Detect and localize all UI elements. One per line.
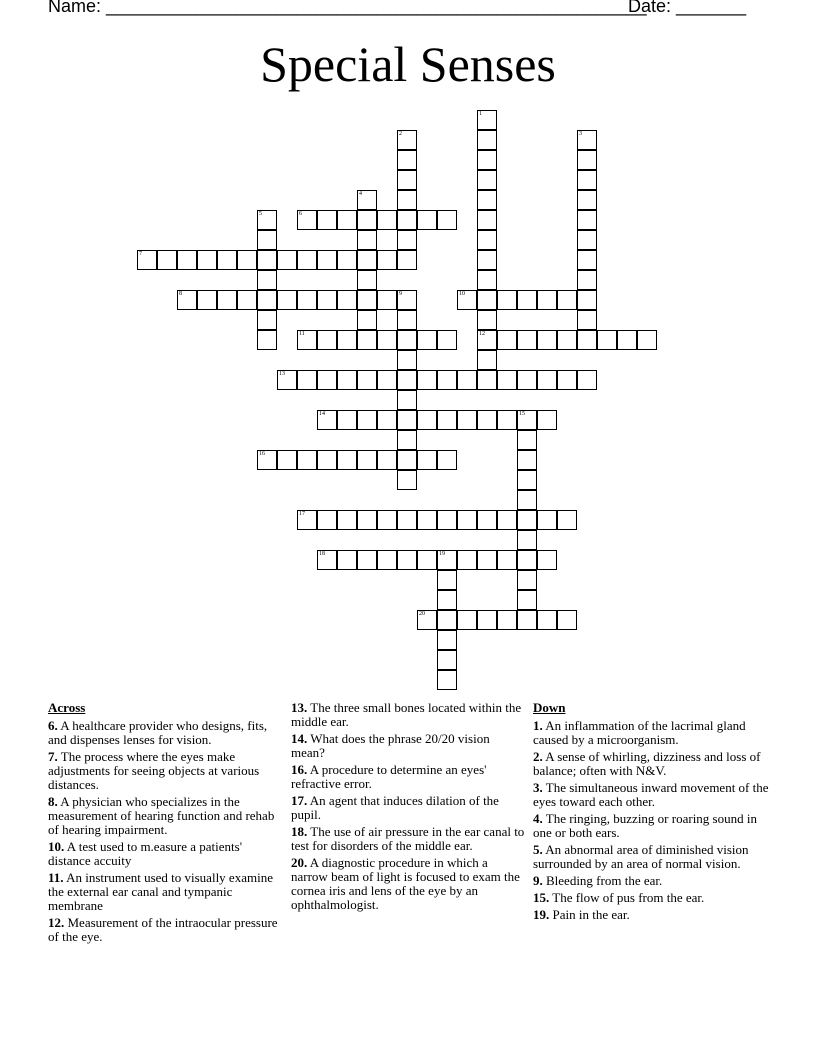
grid-cell[interactable] [317,210,337,230]
clue-text: The flow of pus from the ear. [549,890,705,905]
grid-cell[interactable] [517,430,537,450]
clue-number-label: 8. [48,794,58,809]
clue-number: 14 [319,411,325,417]
across-clue-list [48,719,282,944]
grid-cell[interactable] [477,350,497,370]
grid-cell[interactable] [437,570,457,590]
clue-number: 15 [519,411,525,417]
grid-cell[interactable] [217,250,237,270]
grid-cell[interactable] [577,330,597,350]
clue-text: An instrument used to visually examine the external ear canal and tympanic membrane [48,870,273,913]
name-field[interactable]: Name: ______________________________________________________ [48,0,647,16]
grid-cell[interactable] [397,510,417,530]
grid-cell[interactable] [437,650,457,670]
down-clue-list [533,719,773,922]
grid-cell[interactable] [157,250,177,270]
clue-number-label: 10. [48,839,65,854]
grid-cell[interactable] [437,670,457,690]
clue-number: 2 [399,131,402,137]
grid-cell[interactable] [557,290,577,310]
clue-number: 20 [419,611,425,617]
grid-cell[interactable] [417,450,437,470]
clue-item [291,732,525,760]
grid-cell[interactable] [337,550,357,570]
grid-cell[interactable] [377,290,397,310]
grid-cell[interactable] [317,250,337,270]
grid-cell[interactable] [477,230,497,250]
grid-cell[interactable] [277,370,297,390]
clue-text: The three small bones located within the middle ear. [291,700,522,729]
grid-cell[interactable] [577,310,597,330]
grid-cell[interactable] [397,350,417,370]
grid-cell[interactable] [497,510,517,530]
grid-cell[interactable] [397,390,417,410]
clue-number-label: 16. [291,762,308,777]
grid-cell[interactable] [337,370,357,390]
grid-cell[interactable] [577,270,597,290]
clue-text: What does the phrase 20/20 vision mean? [291,731,490,760]
clue-item [291,763,525,791]
grid-cell[interactable] [517,450,537,470]
grid-cell[interactable] [477,150,497,170]
grid-cell[interactable] [637,330,657,350]
grid-cell[interactable] [417,550,437,570]
grid-cell[interactable] [257,290,277,310]
grid-cell[interactable] [417,610,437,630]
grid-cell[interactable] [257,450,277,470]
clue-number: 12 [479,331,485,337]
clue-item [291,856,525,912]
clue-text: The simultaneous inward movement of the eyes toward each other. [533,780,769,809]
grid-cell[interactable] [397,450,417,470]
grid-cell[interactable] [137,250,157,270]
grid-cell[interactable] [517,470,537,490]
grid-cell[interactable] [597,330,617,350]
grid-cell[interactable] [297,330,317,350]
grid-cell[interactable] [297,250,317,270]
clue-number-label: 4. [533,811,543,826]
grid-cell[interactable] [317,450,337,470]
grid-cell[interactable] [537,330,557,350]
grid-cell[interactable] [377,250,397,270]
clue-item [48,719,282,747]
clue-number: 19 [439,551,445,557]
grid-cell[interactable] [557,330,577,350]
clue-item [533,750,773,778]
grid-cell[interactable] [497,610,517,630]
grid-cell[interactable] [577,150,597,170]
grid-cell[interactable] [297,370,317,390]
grid-cell[interactable] [437,330,457,350]
grid-cell[interactable] [397,290,417,310]
clue-number-label: 1. [533,718,543,733]
grid-cell[interactable] [417,370,437,390]
clue-text: The ringing, buzzing or roaring sound in one or both ears. [533,811,757,840]
grid-cell[interactable] [177,250,197,270]
grid-cell[interactable] [457,610,477,630]
grid-cell[interactable] [477,310,497,330]
grid-cell[interactable] [537,370,557,390]
grid-cell[interactable] [257,230,277,250]
clue-item [533,843,773,871]
grid-cell[interactable] [397,410,417,430]
grid-cell[interactable] [357,250,377,270]
clues-column-3 [533,701,773,925]
grid-cell[interactable] [357,450,377,470]
grid-cell[interactable] [337,330,357,350]
grid-cell[interactable] [257,250,277,270]
grid-cell[interactable] [517,290,537,310]
grid-cell[interactable] [477,210,497,230]
clue-text: The use of air pressure in the ear canal to test for disorders of the middle ear. [291,824,525,853]
grid-cell[interactable] [377,330,397,350]
grid-cell[interactable] [497,330,517,350]
grid-cell[interactable] [377,510,397,530]
grid-cell[interactable] [317,370,337,390]
grid-cell[interactable] [377,210,397,230]
grid-cell[interactable] [317,290,337,310]
grid-cell[interactable] [477,250,497,270]
grid-cell[interactable] [337,210,357,230]
clue-number-label: 5. [533,842,543,857]
grid-cell[interactable] [297,290,317,310]
grid-cell[interactable] [517,410,537,430]
grid-cell[interactable] [517,370,537,390]
grid-cell[interactable] [337,250,357,270]
grid-cell[interactable] [497,550,517,570]
grid-cell[interactable] [437,550,457,570]
grid-cell[interactable] [257,330,277,350]
grid-cell[interactable] [577,290,597,310]
grid-cell[interactable] [437,630,457,650]
grid-cell[interactable] [357,270,377,290]
grid-cell[interactable] [397,550,417,570]
grid-cell[interactable] [577,250,597,270]
grid-cell[interactable] [577,190,597,210]
clue-number: 3 [579,131,582,137]
grid-cell[interactable] [257,310,277,330]
grid-cell[interactable] [577,130,597,150]
clue-text: A physician who specializes in the measurement of hearing function and rehab of hearing impairment. [48,794,275,837]
clue-number: 5 [259,211,262,217]
grid-cell[interactable] [537,550,557,570]
grid-cell[interactable] [397,170,417,190]
across-heading: Across [48,700,86,715]
grid-cell[interactable] [197,250,217,270]
grid-cell[interactable] [397,210,417,230]
grid-cell[interactable] [517,510,537,530]
grid-cell[interactable] [437,450,457,470]
grid-cell[interactable] [457,370,477,390]
clue-item [48,871,282,913]
grid-cell[interactable] [577,230,597,250]
clue-item [533,719,773,747]
clue-item [291,825,525,853]
clue-item [48,840,282,868]
grid-cell[interactable] [397,310,417,330]
clue-text: A test used to m.easure a patients' distance accuity [48,839,243,868]
grid-cell[interactable] [337,290,357,310]
grid-cell[interactable] [517,490,537,510]
grid-cell[interactable] [437,210,457,230]
down-heading: Down [533,700,566,715]
clue-item [291,701,525,729]
grid-cell[interactable] [457,550,477,570]
grid-cell[interactable] [317,550,337,570]
grid-cell[interactable] [457,510,477,530]
clue-number-label: 18. [291,824,308,839]
grid-cell[interactable] [377,370,397,390]
clue-item [48,916,282,944]
clue-text: An inflammation of the lacrimal gland caused by a microorganism. [533,718,746,747]
grid-cell[interactable] [357,230,377,250]
clue-number-label: 17. [291,793,308,808]
clue-number: 7 [139,251,142,257]
clue-number-label: 2. [533,749,543,764]
grid-cell[interactable] [357,330,377,350]
clue-text: The process where the eyes make adjustments for seeing objects at various distances. [48,749,260,792]
grid-cell[interactable] [177,290,197,310]
grid-cell[interactable] [377,550,397,570]
grid-cell[interactable] [477,410,497,430]
clue-number-label: 12. [48,915,65,930]
grid-cell[interactable] [357,190,377,210]
clue-text: A healthcare provider who designs, fits, and dispenses lenses for vision. [48,718,268,747]
grid-cell[interactable] [417,330,437,350]
grid-cell[interactable] [477,110,497,130]
grid-cell[interactable] [417,510,437,530]
clue-number: 4 [359,191,362,197]
grid-cell[interactable] [317,410,337,430]
grid-cell[interactable] [237,250,257,270]
clue-text: An agent that induces dilation of the pupil. [291,793,499,822]
grid-cell[interactable] [377,450,397,470]
grid-cell[interactable] [257,210,277,230]
grid-cell[interactable] [537,610,557,630]
grid-cell[interactable] [577,170,597,190]
grid-cell[interactable] [397,330,417,350]
grid-cell[interactable] [437,510,457,530]
clue-number: 11 [299,331,305,337]
grid-cell[interactable] [397,130,417,150]
grid-cell[interactable] [517,610,537,630]
grid-cell[interactable] [297,510,317,530]
grid-cell[interactable] [417,410,437,430]
clue-number-label: 6. [48,718,58,733]
grid-cell[interactable] [357,210,377,230]
grid-cell[interactable] [417,210,437,230]
clue-number-label: 11. [48,870,64,885]
clue-number-label: 19. [533,907,550,922]
clue-text: An abnormal area of diminished vision surrounded by an area of normal vision. [533,842,749,871]
grid-cell[interactable] [557,370,577,390]
clue-number-label: 9. [533,873,543,888]
grid-cell[interactable] [477,170,497,190]
grid-cell[interactable] [317,510,337,530]
grid-cell[interactable] [357,510,377,530]
puzzle-title: Special Senses [260,36,556,92]
clue-text: Bleeding from the ear. [542,873,663,888]
grid-cell[interactable] [577,210,597,230]
grid-cell[interactable] [277,250,297,270]
grid-cell[interactable] [457,410,477,430]
clue-item [533,891,773,905]
grid-cell[interactable] [537,410,557,430]
grid-cell[interactable] [477,130,497,150]
grid-cell[interactable] [477,190,497,210]
clue-number: 17 [299,511,305,517]
grid-cell[interactable] [197,290,217,310]
clue-number-label: 13. [291,700,308,715]
grid-cell[interactable] [517,530,537,550]
grid-cell[interactable] [337,510,357,530]
clue-number-label: 14. [291,731,308,746]
clue-item [533,781,773,809]
grid-cell[interactable] [477,550,497,570]
grid-cell[interactable] [577,370,597,390]
clue-number: 9 [399,291,402,297]
grid-cell[interactable] [477,610,497,630]
grid-cell[interactable] [297,450,317,470]
grid-cell[interactable] [477,290,497,310]
grid-cell[interactable] [397,470,417,490]
grid-cell[interactable] [337,410,357,430]
grid-cell[interactable] [517,550,537,570]
clues-column-1 [48,701,282,947]
grid-cell[interactable] [277,450,297,470]
grid-cell[interactable] [357,310,377,330]
grid-cell[interactable] [497,370,517,390]
clue-number: 6 [299,211,302,217]
clue-text: A sense of whirling, dizziness and loss of balance; often with N&V. [533,749,761,778]
clue-number: 16 [259,451,265,457]
clue-number-label: 7. [48,749,58,764]
grid-cell[interactable] [557,610,577,630]
across-clue-list-continued [291,701,525,912]
grid-cell[interactable] [397,250,417,270]
grid-cell[interactable] [537,510,557,530]
clue-text: Pain in the ear. [549,907,630,922]
clue-item [533,812,773,840]
grid-cell[interactable] [477,330,497,350]
clue-number: 1 [479,111,482,117]
clue-number-label: 3. [533,780,543,795]
clue-number: 8 [179,291,182,297]
grid-cell[interactable] [357,550,377,570]
grid-cell[interactable] [397,150,417,170]
clue-number: 18 [319,551,325,557]
grid-cell[interactable] [557,510,577,530]
grid-cell[interactable] [297,210,317,230]
grid-cell[interactable] [517,330,537,350]
grid-cell[interactable] [457,290,477,310]
clue-number-label: 20. [291,855,308,870]
grid-cell[interactable] [357,410,377,430]
grid-cell[interactable] [397,190,417,210]
grid-cell[interactable] [477,370,497,390]
grid-cell[interactable] [397,370,417,390]
grid-cell[interactable] [217,290,237,310]
clue-number: 10 [459,291,465,297]
grid-cell[interactable] [497,410,517,430]
clue-number: 13 [279,371,285,377]
grid-cell[interactable] [237,290,257,310]
grid-cell[interactable] [437,590,457,610]
date-field[interactable]: Date: _______ [628,0,747,16]
grid-cell[interactable] [437,370,457,390]
grid-cell[interactable] [517,570,537,590]
grid-cell[interactable] [477,270,497,290]
clue-text: Measurement of the intraocular pressure of the eye. [48,915,278,944]
clue-text: A procedure to determine an eyes' refractive error. [291,762,487,791]
grid-cell[interactable] [437,610,457,630]
clue-number-label: 15. [533,890,550,905]
clue-text: A diagnostic procedure in which a narrow beam of light is focused to exam the cornea iris and lens of the eye by an ophthalmologist. [291,855,520,912]
clues-column-2 [291,701,525,915]
clue-item [533,908,773,922]
clue-item [48,750,282,792]
grid-cell[interactable] [377,410,397,430]
grid-cell[interactable] [517,590,537,610]
grid-cell[interactable] [437,410,457,430]
clue-item [291,794,525,822]
grid-cell[interactable] [317,330,337,350]
grid-cell[interactable] [497,290,517,310]
grid-cell[interactable] [337,450,357,470]
clue-item [48,795,282,837]
grid-cell[interactable] [257,270,277,290]
grid-cell[interactable] [277,290,297,310]
grid-cell[interactable] [357,370,377,390]
clue-item [533,874,773,888]
grid-cell[interactable] [477,510,497,530]
grid-cell[interactable] [397,430,417,450]
grid-cell[interactable] [357,290,377,310]
grid-cell[interactable] [617,330,637,350]
grid-cell[interactable] [537,290,557,310]
grid-cell[interactable] [397,230,417,250]
